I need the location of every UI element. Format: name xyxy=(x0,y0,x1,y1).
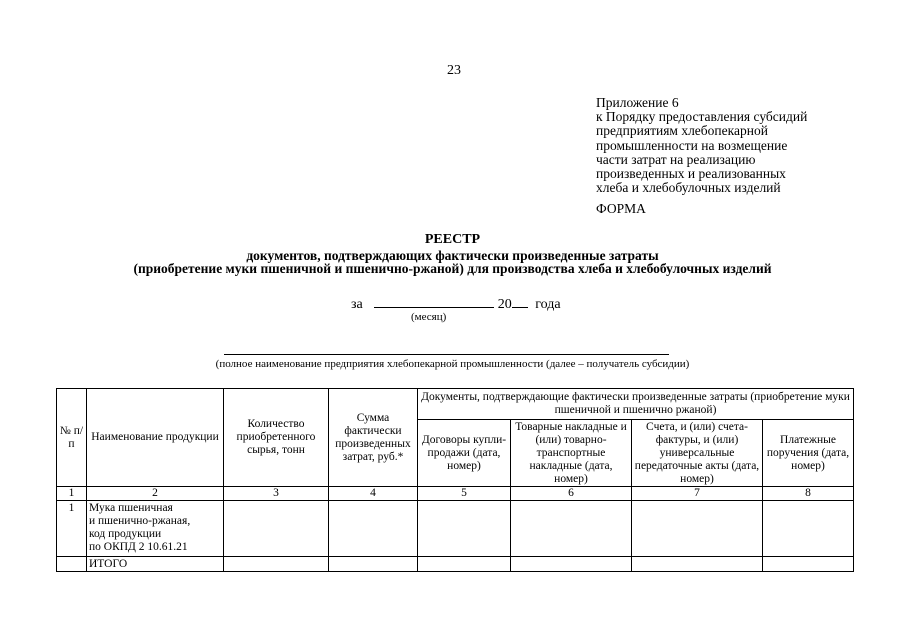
appendix-line: части затрат на реализацию xyxy=(596,151,756,167)
row-sum[interactable] xyxy=(329,501,418,557)
row-quantity[interactable] xyxy=(224,501,329,557)
total-payments[interactable] xyxy=(763,557,854,572)
registry-subtitle-2: (приобретение муки пшеничной и пшенично-ржаной) для производства хлеба и хлебобулочных изделий xyxy=(133,261,772,276)
year-blank[interactable] xyxy=(512,294,528,308)
header-name: Наименование продукции xyxy=(87,389,224,487)
product-name-line: и пшенично-ржаная, xyxy=(89,515,191,527)
header-waybills: Товарные накладные и (или) товарно-транспортные накладные (дата, номер) xyxy=(511,420,632,487)
col-number: 8 xyxy=(763,487,854,501)
header-quantity: Количество приобретенного сырья, тонн xyxy=(224,389,329,487)
col-number: 2 xyxy=(87,487,224,501)
total-invoices[interactable] xyxy=(632,557,763,572)
col-number: 4 xyxy=(329,487,418,501)
appendix-line: предприятиям хлебопекарной xyxy=(596,123,768,139)
month-hint: (месяц) xyxy=(411,311,447,323)
period-suffix: года xyxy=(535,297,561,312)
appendix-line: промышленности на возмещение xyxy=(596,137,788,153)
appendix-line: хлеба и хлебобулочных изделий xyxy=(596,180,781,196)
header-contracts: Договоры купли-продажи (дата, номер) xyxy=(418,420,511,487)
registry-title: РЕЕСТР xyxy=(424,232,481,247)
page-number: 23 xyxy=(447,63,461,78)
header-payments: Платежные поручения (дата, номер) xyxy=(763,420,854,487)
product-name-line: по ОКПД 2 10.61.21 xyxy=(89,541,188,553)
total-num xyxy=(57,557,87,572)
col-number: 5 xyxy=(418,487,511,501)
row-waybills[interactable] xyxy=(511,501,632,557)
appendix-line: произведенных и реализованных xyxy=(596,166,786,182)
col-number: 7 xyxy=(632,487,763,501)
year-prefix: 20 xyxy=(497,297,512,312)
row-num: 1 xyxy=(57,501,87,557)
appendix-line: к Порядку предоставления субсидий xyxy=(596,109,808,125)
col-number: 1 xyxy=(57,487,87,501)
registry-table xyxy=(56,388,854,572)
form-label: ФОРМА xyxy=(596,201,646,216)
total-waybills[interactable] xyxy=(511,557,632,572)
appendix-line: Приложение 6 xyxy=(596,95,679,110)
header-sum: Сумма фактически произведенных затрат, руб.* xyxy=(329,389,418,487)
recipient-blank[interactable] xyxy=(224,354,669,355)
row-contracts[interactable] xyxy=(418,501,511,557)
row-invoices[interactable] xyxy=(632,501,763,557)
period-line xyxy=(351,294,561,313)
col-number: 6 xyxy=(511,487,632,501)
product-name-line: Мука пшеничная xyxy=(89,502,173,514)
total-contracts[interactable] xyxy=(418,557,511,572)
month-blank[interactable] xyxy=(374,294,494,308)
total-sum[interactable] xyxy=(329,557,418,572)
row-payments[interactable] xyxy=(763,501,854,557)
product-name-line: код продукции xyxy=(89,528,162,540)
total-quantity[interactable] xyxy=(224,557,329,572)
period-prefix: за xyxy=(351,297,363,312)
total-label: ИТОГО xyxy=(87,557,224,572)
col-number: 3 xyxy=(224,487,329,501)
appendix-block xyxy=(596,96,807,195)
table-row xyxy=(57,501,854,557)
header-num: № п/п xyxy=(57,389,87,487)
recipient-hint: (полное наименование предприятия хлебопекарной промышленности (далее – получатель субсидии) xyxy=(215,358,690,370)
row-product-name xyxy=(87,501,224,557)
registry-subtitle: документов, подтверждающих фактически произведенные затраты xyxy=(246,248,659,263)
header-invoices: Счета, и (или) счета-фактуры, и (или) универсальные передаточные акты (дата, номер) xyxy=(632,420,763,487)
total-row xyxy=(57,557,854,572)
header-docs-group: Документы, подтверждающие фактически произведенные затраты (приобретение муки пшеничной и пшенично ржаной) xyxy=(418,389,854,420)
